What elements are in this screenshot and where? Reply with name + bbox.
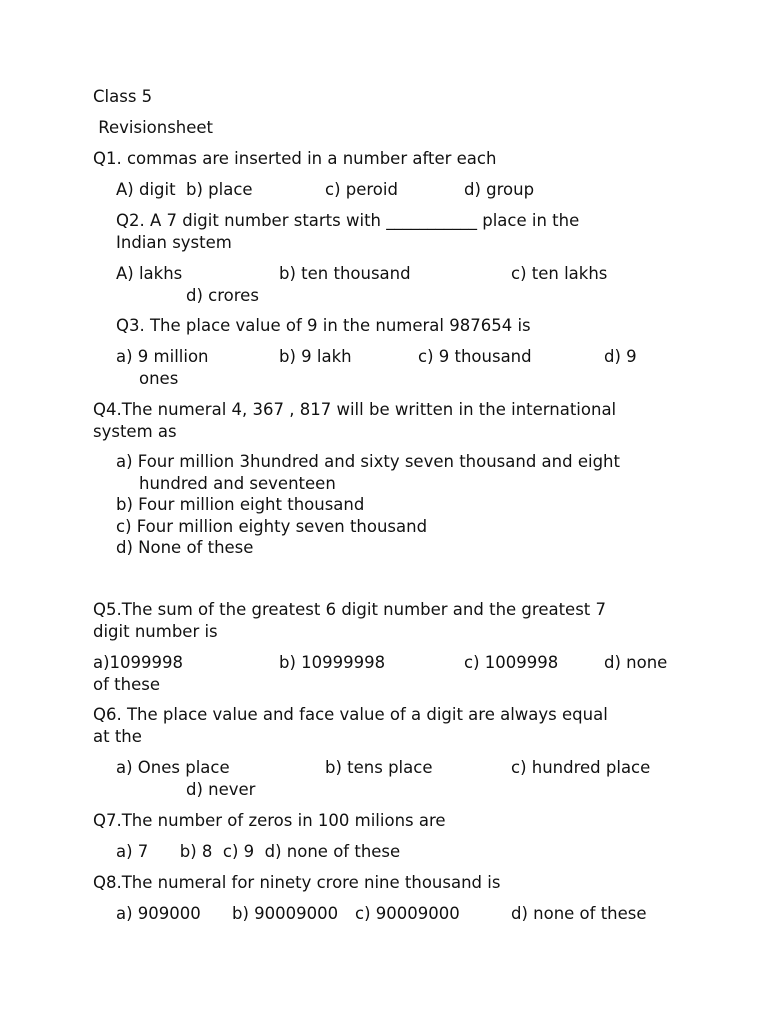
q6-option-b: b) tens place <box>325 758 433 777</box>
q6-option-a: a) Ones place <box>116 758 230 777</box>
q2-option-b: b) ten thousand <box>279 264 411 283</box>
question-6-line-2: at the <box>93 727 142 746</box>
question-1: Q1. commas are inserted in a number after each <box>93 149 497 168</box>
q3-option-a: a) 9 million <box>116 347 209 366</box>
class-label: Class 5 <box>93 87 153 106</box>
question-4-line-1: Q4.The numeral 4, 367 , 817 will be written in the international <box>93 400 617 419</box>
q4-option-b: b) Four million eight thousand <box>116 495 365 514</box>
question-3: Q3. The place value of 9 in the numeral 987654 is <box>116 316 531 335</box>
q1-option-b: b) place <box>186 180 253 199</box>
q6-option-d: d) never <box>186 780 256 799</box>
q5-option-b: b) 10999998 <box>279 653 386 672</box>
question-5-line-1: Q5.The sum of the greatest 6 digit number and the greatest 7 <box>93 600 607 619</box>
q1-option-c: c) peroid <box>325 180 398 199</box>
q8-option-a: a) 909000 <box>116 904 201 923</box>
q5-option-d: d) none <box>604 653 668 672</box>
q3-option-d-continued: ones <box>139 369 179 388</box>
q4-option-c: c) Four million eighty seven thousand <box>116 517 428 536</box>
q3-option-b: b) 9 lakh <box>279 347 352 366</box>
q2-option-c: c) ten lakhs <box>511 264 608 283</box>
question-2-line-1: Q2. A 7 digit number starts with ___________ place in the <box>116 211 580 230</box>
question-7: Q7.The number of zeros in 100 milions are <box>93 811 446 830</box>
q3-option-d: d) 9 <box>604 347 637 366</box>
q3-option-c: c) 9 thousand <box>418 347 532 366</box>
q5-option-a: a)1099998 <box>93 653 184 672</box>
q2-option-a: A) lakhs <box>116 264 183 283</box>
q1-option-d: d) group <box>464 180 535 199</box>
q6-option-c: c) hundred place <box>511 758 651 777</box>
question-5-line-2: digit number is <box>93 622 218 641</box>
q7-options: a) 7 b) 8 c) 9 d) none of these <box>116 842 401 861</box>
q2-option-d: d) crores <box>186 286 259 305</box>
q8-option-b: b) 90009000 <box>232 904 339 923</box>
question-6-line-1: Q6. The place value and face value of a digit are always equal <box>93 705 608 724</box>
q4-option-a-line-2: hundred and seventeen <box>139 474 336 493</box>
q8-option-d: d) none of these <box>511 904 647 923</box>
question-2-line-2: Indian system <box>116 233 232 252</box>
q5-option-c: c) 1009998 <box>464 653 559 672</box>
q4-option-a-line-1: a) Four million 3hundred and sixty seven thousand and eight <box>116 452 620 471</box>
q4-option-d: d) None of these <box>116 538 254 557</box>
q1-option-a: A) digit <box>116 180 176 199</box>
sheet-title: Revisionsheet <box>93 118 214 137</box>
q5-option-d-continued: of these <box>93 675 160 694</box>
q8-option-c: c) 90009000 <box>355 904 460 923</box>
question-4-line-2: system as <box>93 422 177 441</box>
question-8: Q8.The numeral for ninety crore nine thousand is <box>93 873 501 892</box>
